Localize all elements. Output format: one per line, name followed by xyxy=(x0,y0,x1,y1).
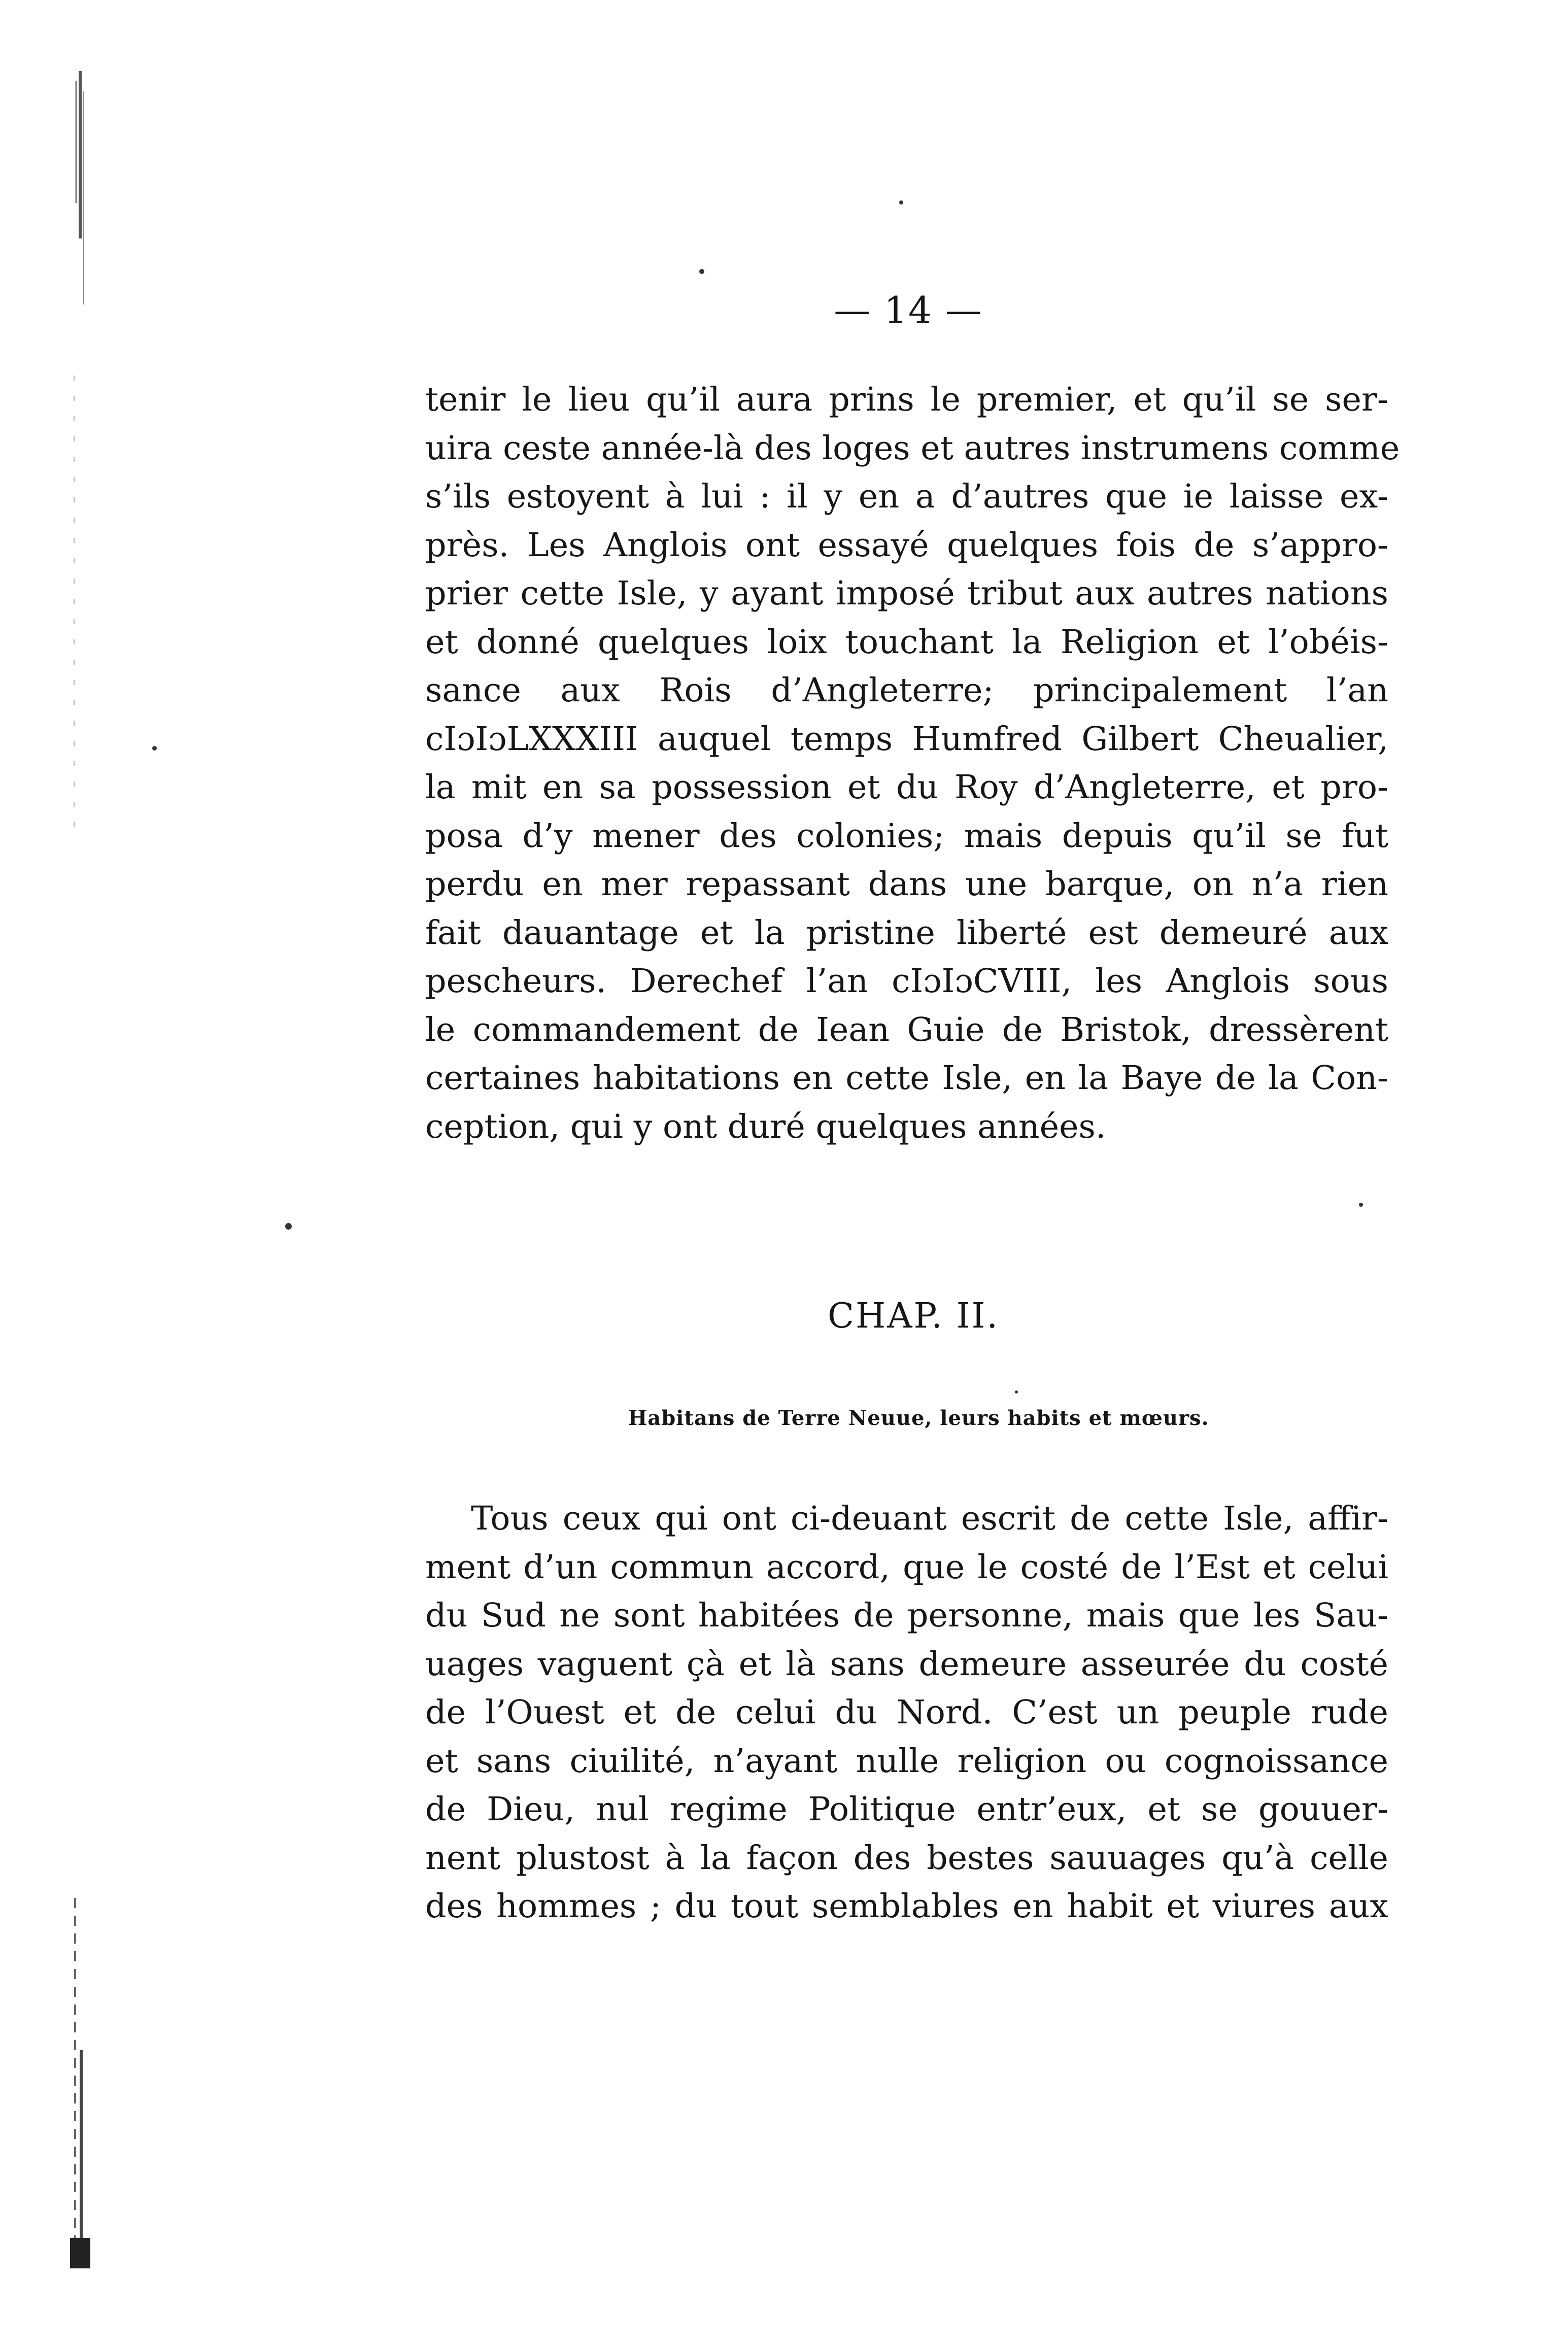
text-line: uira ceste année-là des loges et autres instrumens comme xyxy=(425,429,1400,467)
text-line: perdu en mer repassant dans une barque, on n’a rien xyxy=(425,865,1388,903)
text-line: sance aux Rois d’Angleterre; principalement l’an xyxy=(425,671,1388,709)
text-line: près. Les Anglois ont essayé quelques fois de s’appro- xyxy=(425,526,1388,564)
text-line: certaines habitations en cette Isle, en la Baye de la Con- xyxy=(425,1059,1388,1097)
text-line: uages vaguent çà et là sans demeure asseurée du costé xyxy=(425,1645,1388,1683)
scan-speck xyxy=(285,1223,292,1230)
text-line: de Dieu, nul regime Politique entr’eux, et se gouuer- xyxy=(425,1790,1388,1828)
binding-shadow-graphic xyxy=(70,71,90,2268)
text-line: posa d’y mener des colonies; mais depuis qu’il se fut xyxy=(425,817,1388,855)
scan-speck xyxy=(1015,1390,1018,1394)
text-line: cIɔIɔLXXXIII auquel temps Humfred Gilbert Cheualier, xyxy=(425,720,1388,758)
text-line: fait dauantage et la pristine liberté est demeuré aux xyxy=(425,913,1388,952)
scan-speck xyxy=(699,269,704,274)
scan-binding-edge xyxy=(70,71,90,2268)
text-line: du Sud ne sont habitées de personne, mais que les Sau- xyxy=(425,1596,1388,1635)
chapter-paragraph xyxy=(425,1494,1388,1931)
text-line: de l’Ouest et de celui du Nord. C’est un peuple rude xyxy=(425,1693,1388,1731)
text-line: le commandement de Iean Guie de Bristok, dressèrent xyxy=(425,1010,1388,1049)
scan-speck xyxy=(1359,1203,1363,1207)
text-line: Tous ceux qui ont ci-deuant escrit de cette Isle, affir- xyxy=(471,1500,1388,1538)
text-line: et sans ciuilité, n’ayant nulle religion ou cognoissance xyxy=(425,1742,1388,1780)
text-line: la mit en sa possession et du Roy d’Angleterre, et pro- xyxy=(425,768,1388,806)
page-number: — 14 — xyxy=(834,289,983,331)
chapter-subtitle: Habitans de Terre Neuue, leurs habits et mœurs. xyxy=(628,1406,1209,1430)
text-line: ment d’un commun accord, que le costé de l’Est et celui xyxy=(425,1548,1388,1586)
text-line: pescheurs. Derechef l’an cIɔIɔCVIII, les Anglois sous xyxy=(425,962,1388,1000)
paragraph-continued xyxy=(425,376,1400,1151)
text-line: prier cette Isle, y ayant imposé tribut aux autres nations xyxy=(425,574,1388,613)
text-line: ception, qui y ont duré quelques années. xyxy=(425,1107,1106,1146)
chapter-heading: CHAP. II. xyxy=(828,1296,999,1336)
text-line: et donné quelques loix touchant la Religion et l’obéis- xyxy=(425,623,1388,661)
text-line: tenir le lieu qu’il aura prins le premier, et qu’il se ser- xyxy=(425,381,1388,419)
text-line: des hommes ; du tout semblables en habit et viures aux xyxy=(425,1887,1388,1925)
text-line: nent plustost à la façon des bestes sauuages qu’à celle xyxy=(425,1839,1388,1877)
scan-speck xyxy=(152,746,157,751)
scan-speck xyxy=(899,200,903,205)
text-line: s’ils estoyent à lui : il y en a d’autres que ie laisse ex- xyxy=(425,478,1388,516)
